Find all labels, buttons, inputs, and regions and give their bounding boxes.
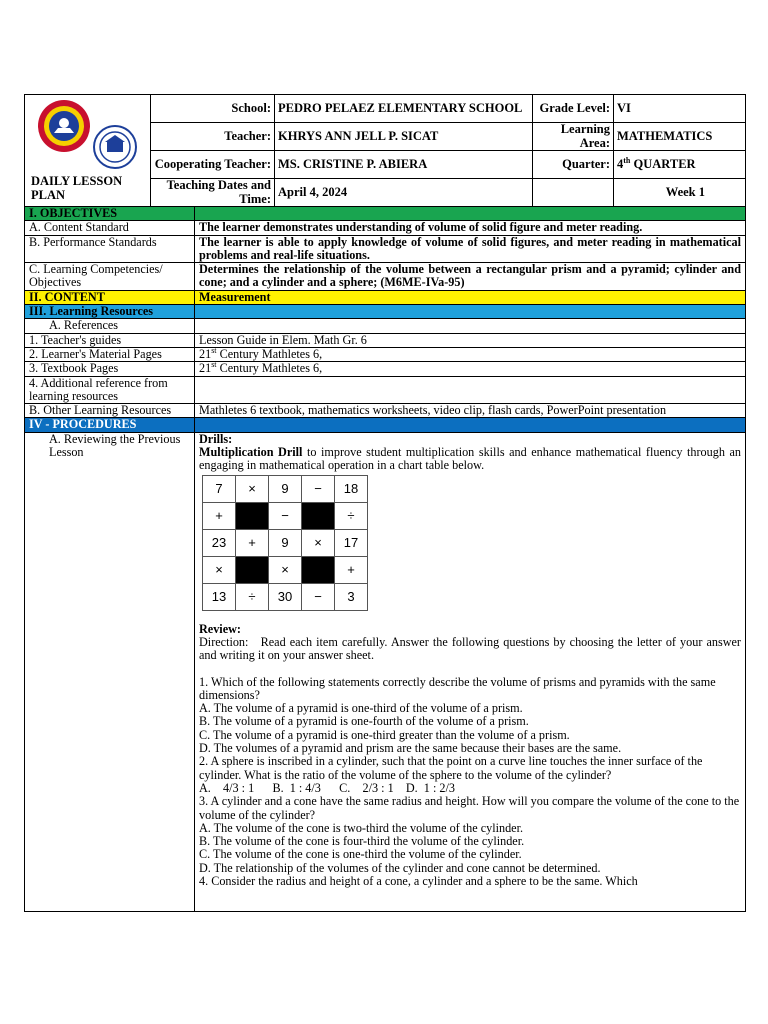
- header-table: [24, 94, 746, 207]
- review-content: [195, 432, 746, 911]
- references-label: A. References: [25, 319, 195, 333]
- school-value: PEDRO PELAEZ ELEMENTARY SCHOOL: [275, 95, 533, 123]
- content-heading: II. CONTENT: [25, 290, 195, 304]
- question-line: 4. Consider the radius and height of a cone, a cylinder and a sphere to be the same. Which: [199, 873, 638, 888]
- resources-heading: III. Learning Resources: [25, 305, 195, 319]
- grid-cell: ×: [269, 556, 302, 583]
- other-resources: Mathletes 6 textbook, mathematics worksheets, video clip, flash cards, PowerPoint presentation: [195, 404, 746, 418]
- grid-cell: ×: [236, 475, 269, 502]
- question-line: 3. A cylinder and a cone have the same radius and height. How will you compare the volume of the cone to the volume of the cylinder?: [199, 794, 740, 822]
- question-line: D. The relationship of the volumes of the cylinder and cone cannot be determined.: [199, 860, 601, 875]
- grid-cell: 9: [269, 529, 302, 556]
- grid-black-cell: [302, 502, 335, 529]
- drills-heading: Drills:: [199, 431, 233, 446]
- week-value: Week 1: [614, 179, 746, 207]
- grid-cell: 9: [269, 475, 302, 502]
- grade-label: Grade Level:: [533, 95, 614, 123]
- question-line: 1. Which of the following statements correctly describe the volume of prisms and pyramids with the same dimensions?: [199, 674, 716, 702]
- grid-cell: 3: [335, 583, 368, 610]
- grid-cell: 18: [335, 475, 368, 502]
- question-line: A. The volume of a pyramid is one-third of the volume of a prism.: [199, 701, 523, 716]
- grid-cell: 23: [203, 529, 236, 556]
- date-value: April 4, 2024: [275, 179, 533, 207]
- grade-value: VI: [614, 95, 746, 123]
- grid-black-cell: [236, 502, 269, 529]
- grid-cell: ×: [203, 556, 236, 583]
- procedures-heading: IV - PROCEDURES: [25, 418, 195, 432]
- teachers-guides-label: 1. Teacher's guides: [25, 333, 195, 347]
- review-label: A. Reviewing the Previous Lesson: [25, 432, 195, 911]
- coop-label: Cooperating Teacher:: [151, 151, 275, 179]
- performance-standard: The learner is able to apply knowledge of volume of solid figures, and meter reading in mathematical problems and real-life situations.: [195, 235, 746, 263]
- lesson-table: [24, 206, 746, 912]
- review-heading: Review:: [199, 621, 241, 636]
- textbook-pages: 21st Century Mathletes 6,: [195, 362, 746, 376]
- grid-cell: +: [203, 502, 236, 529]
- grid-cell: ×: [302, 529, 335, 556]
- question-line: A. 4/3 : 1 B. 1 : 4/3 C. 2/3 : 1 D. 1 : 2/3: [199, 780, 455, 795]
- grid-cell: −: [302, 475, 335, 502]
- area-value: MATHEMATICS: [614, 123, 746, 151]
- grid-cell: ÷: [335, 502, 368, 529]
- dlp-title: DAILY LESSON PLAN: [31, 174, 123, 202]
- empty-cell: [533, 179, 614, 207]
- review-questions: [199, 676, 741, 889]
- grid-cell: −: [302, 583, 335, 610]
- performance-standard-label: B. Performance Standards: [25, 235, 195, 263]
- competencies: Determines the relationship of the volume between a rectangular prism and a pyramid; cylinder and cone; and a cylinder and a sphere; (M6ME-IVa-95): [195, 263, 746, 291]
- school-seal-icon: [37, 99, 91, 153]
- teachers-guides: Lesson Guide in Elem. Math Gr. 6: [195, 333, 746, 347]
- grid-cell: 7: [203, 475, 236, 502]
- learners-material-label: 2. Learner's Material Pages: [25, 347, 195, 361]
- coop-value: MS. CRISTINE P. ABIERA: [275, 151, 533, 179]
- teacher-label: Teacher:: [151, 123, 275, 151]
- grid-cell: 30: [269, 583, 302, 610]
- teacher-value: KHRYS ANN JELL P. SICAT: [275, 123, 533, 151]
- quarter-value: 4th QUARTER: [614, 151, 746, 179]
- review-direction: Direction: Read each item carefully. Answer the following questions by choosing the letter of your answer and writing it on your answer sheet.: [199, 634, 745, 663]
- textbook-pages-label: 3. Textbook Pages: [25, 362, 195, 376]
- grid-cell: +: [335, 556, 368, 583]
- deped-seal-icon: [93, 125, 137, 169]
- dates-label: Teaching Dates and Time:: [151, 179, 275, 207]
- grid-cell: +: [236, 529, 269, 556]
- competencies-label: C. Learning Competencies/ Objectives: [25, 263, 195, 291]
- question-line: C. The volume of the cone is one-third the volume of the cylinder.: [199, 847, 522, 862]
- question-line: B. The volume of a pyramid is one-fourth of the volume of a prism.: [199, 714, 529, 729]
- grid-cell: 17: [335, 529, 368, 556]
- content-standard-label: A. Content Standard: [25, 221, 195, 235]
- additional-reference-label: 4. Additional reference from learning resources: [25, 376, 195, 404]
- grid-black-cell: [236, 556, 269, 583]
- school-label: School:: [151, 95, 275, 123]
- grid-cell: ÷: [236, 583, 269, 610]
- drill-description: Multiplication Drill to improve student multiplication skills and enhance mathematical fluency through an engaging in mathematical operation in a chart table below.: [199, 445, 741, 473]
- question-line: D. The volumes of a pyramid and prism are the same because their bases are the same.: [199, 741, 622, 756]
- other-resources-label: B. Other Learning Resources: [25, 404, 195, 418]
- drill-grid: [202, 475, 368, 611]
- quarter-label: Quarter:: [533, 151, 614, 179]
- question-line: 2. A sphere is inscribed in a cylinder, such that the point on a curve line touches the inner surface of the cylinder. What is the ratio of the volume of the sphere to the volume of the cylinder?: [199, 754, 703, 782]
- grid-cell: 13: [203, 583, 236, 610]
- grid-black-cell: [302, 556, 335, 583]
- area-label: Learning Area:: [533, 123, 614, 151]
- question-line: B. The volume of the cone is four-third the volume of the cylinder.: [199, 834, 525, 849]
- question-line: C. The volume of a pyramid is one-third greater than the volume of a prism.: [199, 727, 570, 742]
- content-value: Measurement: [195, 290, 746, 304]
- learners-material: 21st Century Mathletes 6,: [195, 347, 746, 361]
- content-standard: The learner demonstrates understanding of volume of solid figure and meter reading.: [195, 221, 746, 235]
- lesson-plan-page: [24, 94, 745, 912]
- question-line: A. The volume of the cone is two-third the volume of the cylinder.: [199, 820, 524, 835]
- objectives-heading: I. OBJECTIVES: [25, 207, 195, 221]
- grid-cell: −: [269, 502, 302, 529]
- logo-cell: [25, 95, 151, 207]
